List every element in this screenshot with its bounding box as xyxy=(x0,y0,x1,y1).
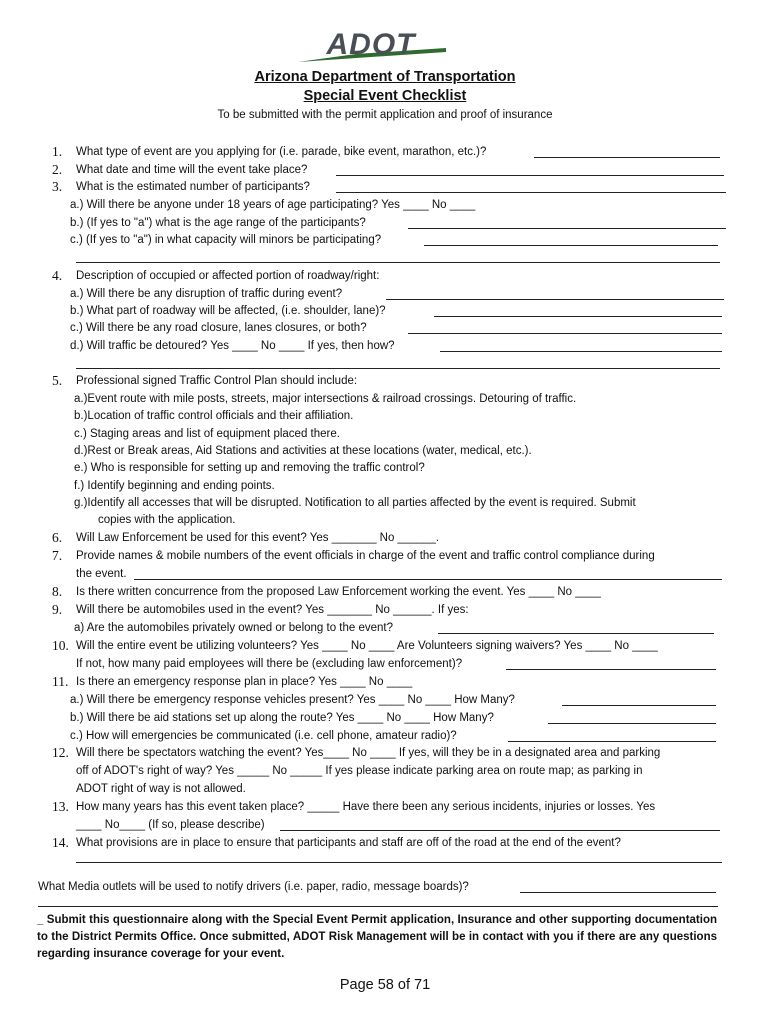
q5d-text: d.)Rest or Break areas, Aid Stations and activities at these locations (water, medical, etc.). xyxy=(74,445,532,457)
q7-answer-line[interactable] xyxy=(134,579,722,580)
q14-text: What provisions are in place to ensure that participants and staff are off of the road at the end of the event? xyxy=(76,837,621,849)
q3-answer-line[interactable] xyxy=(336,192,726,193)
q9-text: Will there be automobiles used in the event? Yes _______ No ______. If yes: xyxy=(76,604,469,616)
q8-text: Is there written concurrence from the proposed Law Enforcement working the event. Yes ____ No ____ xyxy=(76,586,601,598)
document-subtitle: Special Event Checklist xyxy=(303,88,467,104)
q5c-text: c.) Staging areas and list of equipment placed there. xyxy=(74,428,340,440)
q14-number: 14. xyxy=(52,835,69,850)
q1-answer-line[interactable] xyxy=(534,157,720,158)
q1-text: What type of event are you applying for (i.e. parade, bike event, marathon, etc.)? xyxy=(76,146,487,158)
q5-text: Professional signed Traffic Control Plan should include: xyxy=(76,375,358,387)
q10-text-cont: If not, how many paid employees will there be (excluding law enforcement)? xyxy=(76,658,463,670)
document-title: Arizona Department of Transportation xyxy=(254,69,516,85)
q12-text-cont: off of ADOT's right of way? Yes _____ No _____ If yes please indicate parking area on route map; as parking in xyxy=(76,765,643,777)
q5e-text: e.) Who is responsible for setting up and removing the traffic control? xyxy=(74,462,425,474)
q12-text-cont-2: ADOT right of way is not allowed. xyxy=(76,783,246,795)
q2-number: 2. xyxy=(52,162,63,177)
page-number: Page 58 of 71 xyxy=(339,977,431,993)
q3c-answer-line[interactable] xyxy=(424,245,718,246)
q11b-text: b.) Will there be aid stations set up along the route? Yes ____ No ____ How Many? xyxy=(70,712,494,724)
q3c-answer-line-2[interactable] xyxy=(76,262,720,263)
q6-text: Will Law Enforcement be used for this event? Yes _______ No ______. xyxy=(76,532,440,544)
q5f-text: f.) Identify beginning and ending points. xyxy=(74,480,275,492)
q8-number: 8. xyxy=(52,584,63,599)
q4d-answer-line-2[interactable] xyxy=(76,368,720,369)
q11-text: Is there an emergency response plan in place? Yes ____ No ____ xyxy=(76,676,413,688)
q4a-text: a.) Will there be any disruption of traffic during event? xyxy=(70,288,343,300)
q9a-answer-line[interactable] xyxy=(438,633,714,634)
q4d-text: d.) Will traffic be detoured? Yes ____ No ____ If yes, then how? xyxy=(70,340,395,352)
media-question: What Media outlets will be used to notify drivers (i.e. paper, radio, message boards)? xyxy=(38,881,469,893)
q11-number: 11. xyxy=(52,674,69,689)
q11c-answer-line[interactable] xyxy=(508,741,716,742)
q3a-text: a.) Will there be anyone under 18 years of age participating? Yes ____ No ____ xyxy=(70,199,476,211)
q4c-answer-line[interactable] xyxy=(408,333,722,334)
q5a-text: a.)Event route with mile posts, streets, major intersections & railroad crossings. Detouring of traffic. xyxy=(74,393,577,405)
submit-instructions: _ Submit this questionnaire along with the Special Event Permit application, Insurance and other supporting documentation to the District Permits Office. Once submitted, ADOT Risk Management will be in contact with you if there are any questions regarding insurance coverage for your event. xyxy=(37,914,717,960)
q5g-text-cont: copies with the application. xyxy=(98,514,236,526)
adot-logo xyxy=(296,28,446,64)
q9-number: 9. xyxy=(52,602,63,617)
q7-text-cont: the event. xyxy=(76,568,127,580)
q5-number: 5. xyxy=(52,373,63,388)
q3-text: What is the estimated number of participants? xyxy=(76,181,310,193)
q13-text-cont: ____ No____ (If so, please describe) xyxy=(76,819,265,831)
q7-number: 7. xyxy=(52,548,63,563)
q10-answer-line[interactable] xyxy=(506,669,716,670)
q2-text: What date and time will the event take place? xyxy=(76,164,308,176)
q9a-text: a) Are the automobiles privately owned or belong to the event? xyxy=(74,622,394,634)
q5b-text: b.)Location of traffic control officials and their affiliation. xyxy=(74,410,354,422)
q12-number: 12. xyxy=(52,745,69,760)
q4-number: 4. xyxy=(52,268,63,283)
q13-answer-line[interactable] xyxy=(280,830,720,831)
logo-text: ADOT xyxy=(326,28,416,61)
instruction-text: To be submitted with the permit application and proof of insurance xyxy=(217,109,553,121)
media-answer-line[interactable] xyxy=(520,892,716,893)
q4c-text: c.) Will there be any road closure, lanes closures, or both? xyxy=(70,322,367,334)
q3-number: 3. xyxy=(52,179,63,194)
q11a-text: a.) Will there be emergency response vehicles present? Yes ____ No ____ How Many? xyxy=(70,694,515,706)
q13-number: 13. xyxy=(52,799,69,814)
q11a-answer-line[interactable] xyxy=(562,705,716,706)
q10-text: Will the entire event be utilizing volunteers? Yes ____ No ____ Are Volunteers signing waivers? Yes ____ No ____ xyxy=(76,640,658,652)
q3b-answer-line[interactable] xyxy=(408,228,726,229)
q6-number: 6. xyxy=(52,530,63,545)
q1-number: 1. xyxy=(52,144,63,159)
q11b-answer-line[interactable] xyxy=(548,723,716,724)
q4d-answer-line[interactable] xyxy=(440,351,722,352)
q4a-answer-line[interactable] xyxy=(386,299,724,300)
q2-answer-line[interactable] xyxy=(336,175,724,176)
media-answer-line-2[interactable] xyxy=(38,906,718,907)
q14-answer-line[interactable] xyxy=(76,862,722,863)
q4-text: Description of occupied or affected portion of roadway/right: xyxy=(76,270,380,282)
q3c-text: c.) (If yes to "a") in what capacity will minors be participating? xyxy=(70,234,382,246)
q4b-text: b.) What part of roadway will be affected, (i.e. shoulder, lane)? xyxy=(70,305,386,317)
q13-text: How many years has this event taken place? _____ Have there been any serious incidents, injuries or losses. Yes xyxy=(76,801,656,813)
q3b-text: b.) (If yes to "a") what is the age range of the participants? xyxy=(70,217,366,229)
q7-text: Provide names & mobile numbers of the event officials in charge of the event and traffic control compliance during xyxy=(76,550,655,562)
q10-number: 10. xyxy=(52,638,69,653)
q12-text: Will there be spectators watching the event? Yes____ No ____ If yes, will they be in a designated area and parking xyxy=(76,747,661,759)
q5g-text: g.)Identify all accesses that will be disrupted. Notification to all parties affected by the event is required. Submit xyxy=(74,497,636,509)
q4b-answer-line[interactable] xyxy=(434,316,722,317)
q11c-text: c.) How will emergencies be communicated (i.e. cell phone, amateur radio)? xyxy=(70,730,457,742)
